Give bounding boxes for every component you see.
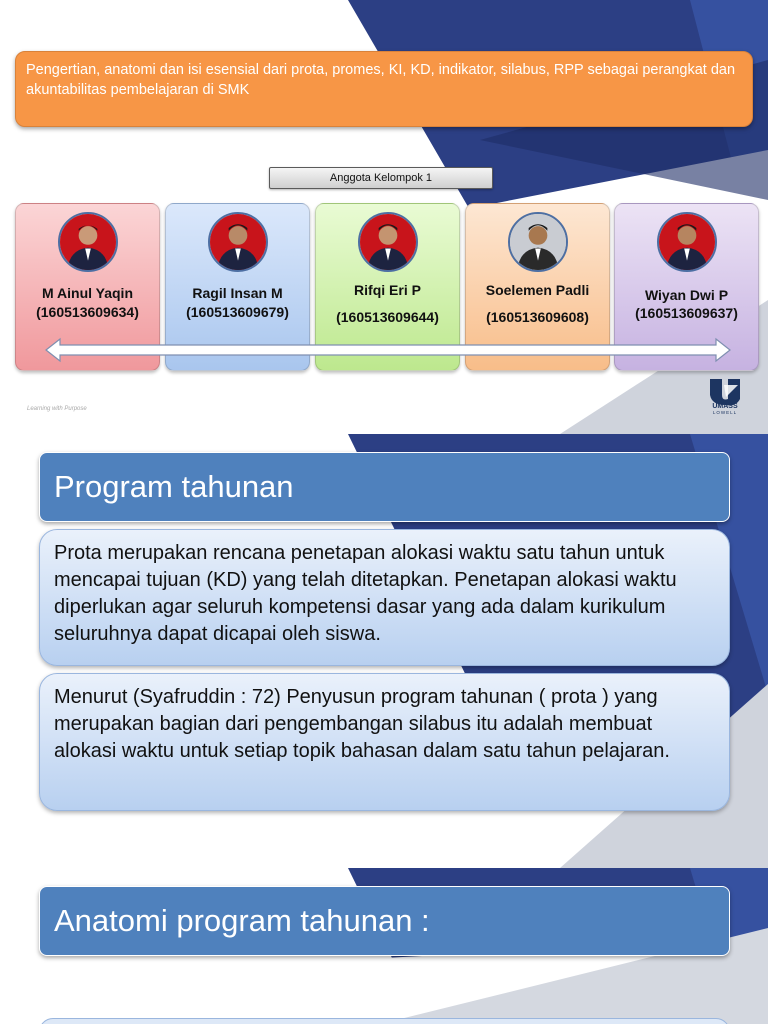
slide-title: Pengertian, anatomi dan isi esensial dari prota, promes, KI, KD, indikator, silabus, RPP sebagai perangkat dan akuntabilitas pembelajaran di SMK: [15, 51, 753, 127]
double-arrow-icon: [44, 337, 732, 363]
member-name: Ragil Insan M: [192, 285, 283, 301]
slide-1: [0, 0, 768, 434]
slide-heading: Program tahunan: [39, 452, 730, 522]
quote-paragraph: Menurut (Syafruddin : 72) Penyusun program tahunan ( prota ) yang merupakan bagian dari pengembangan silabus itu adalah membuat alokasi waktu untuk setiap topik bahasan dalam satu tahun pelajaran.: [39, 673, 730, 811]
member-nim: (160513609644): [336, 309, 439, 325]
member-photo: [208, 212, 268, 272]
definition-paragraph: Prota merupakan rencana penetapan alokasi waktu satu tahun untuk mencapai tujuan (KD) yang telah ditetapkan. Penetapan alokasi waktu diperlukan agar seluruh kompetensi dasar yang ada dalam kurikulum seluruhnya dapat dicapai oleh siswa.: [39, 529, 730, 666]
member-photo: [58, 212, 118, 272]
slide-2: [0, 434, 768, 868]
member-nim: (160513609634): [36, 304, 139, 320]
member-nim: (160513609608): [486, 309, 589, 325]
content-box: [39, 1018, 730, 1024]
member-nim: (160513609637): [635, 305, 738, 321]
member-nim: (160513609679): [186, 304, 289, 320]
footer-tagline: Learning with Purpose: [27, 406, 87, 412]
member-photo: [358, 212, 418, 272]
member-photo: [508, 212, 568, 272]
member-name: Wiyan Dwi P: [644, 287, 729, 303]
member-name: Soelemen Padli: [485, 282, 590, 298]
member-photo: [657, 212, 717, 272]
member-name: M Ainul Yaqin: [41, 285, 133, 301]
slide-3: [0, 868, 768, 1024]
logo-text: UMASS: [712, 403, 738, 410]
logo-subtext: LOWELL: [712, 410, 738, 415]
slide-heading: Anatomi program tahunan :: [39, 886, 730, 956]
member-name: Rifqi Eri P: [354, 282, 421, 298]
group-label: Anggota Kelompok 1: [269, 167, 493, 189]
